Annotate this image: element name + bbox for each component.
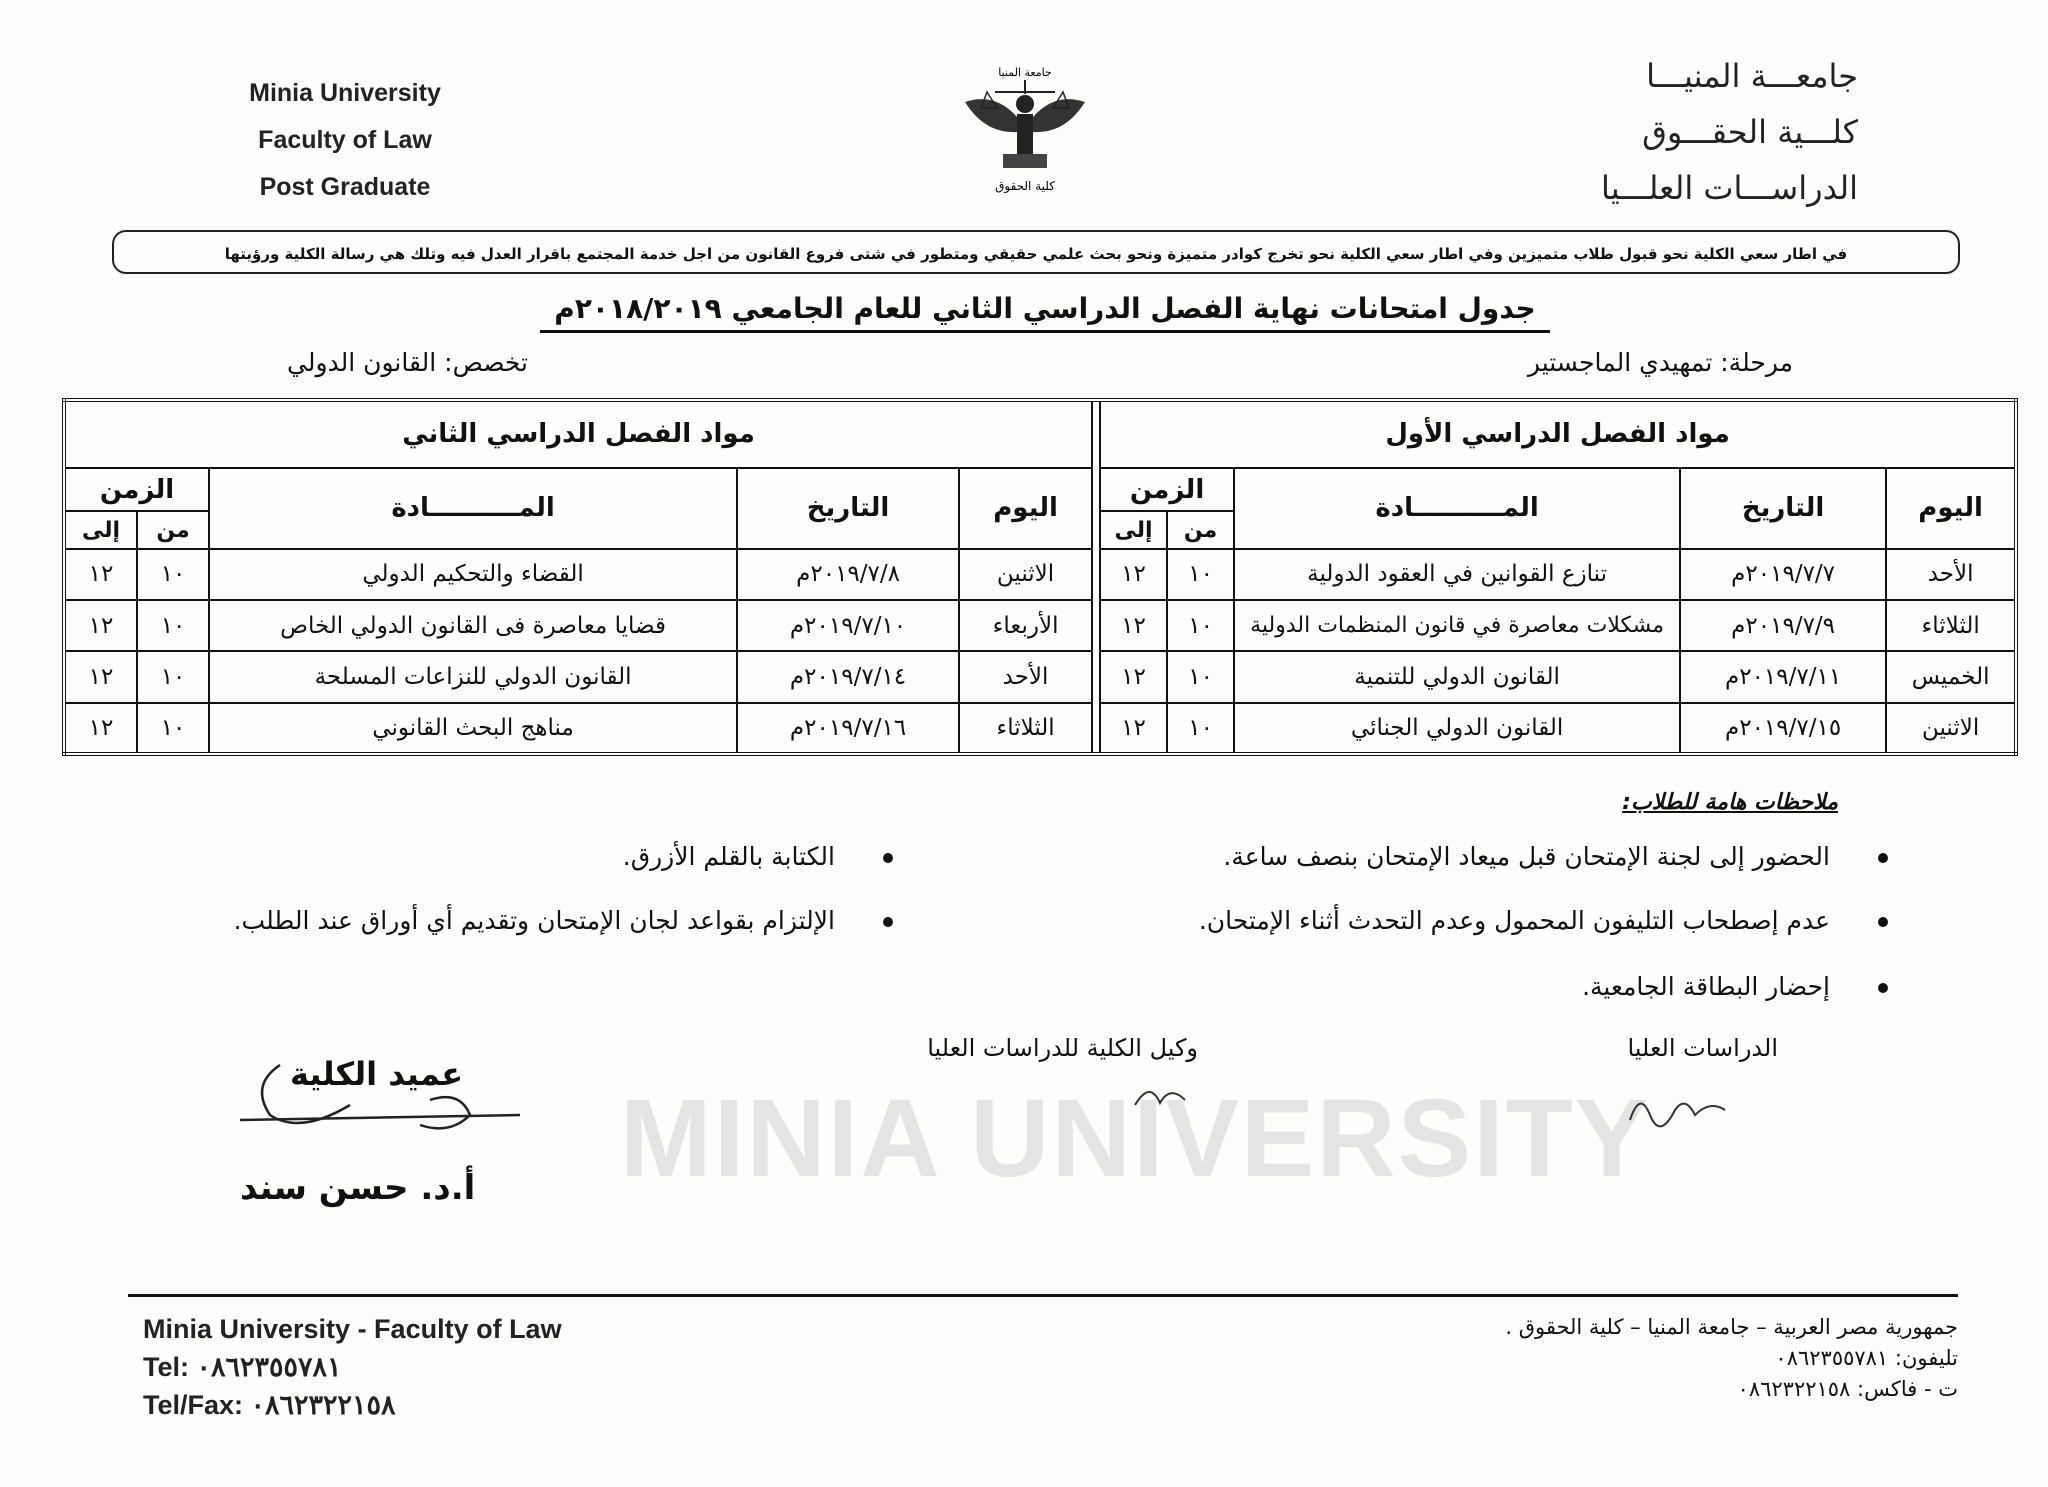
sem1-col-date: التاريخ — [1680, 468, 1886, 549]
note-item — [623, 842, 893, 871]
page-title: جدول امتحانات نهاية الفصل الدراسي الثاني للعام الجامعي ٢٠١٨/٢٠١٩م — [540, 290, 1550, 333]
header-en-university: Minia University — [249, 79, 441, 107]
logo-top-text: جامعة المنيا — [998, 66, 1052, 79]
sem2-from: ١٠ — [137, 600, 209, 651]
sem2-subject: القانون الدولي للنزاعات المسلحة — [209, 651, 737, 702]
note-text: إحضار البطاقة الجامعية. — [1582, 972, 1830, 1001]
stage-label: مرحلة: تمهيدي الماجستير — [1527, 348, 1793, 377]
note-text: الكتابة بالقلم الأزرق. — [622, 842, 835, 871]
dean-title: عميد الكلية — [290, 1055, 464, 1093]
sem2-date: ٢٠١٩/٧/١٤م — [737, 651, 959, 702]
sem2-to: ١٢ — [64, 600, 137, 651]
sem2-day: الأحد — [959, 651, 1092, 702]
header-english — [200, 70, 490, 211]
sem1-date: ٢٠١٩/٧/١١م — [1680, 651, 1886, 702]
footer-arabic — [1505, 1312, 1958, 1405]
exam-schedule-table — [62, 398, 2018, 756]
sem2-col-subject: المــــــــــادة — [209, 468, 737, 549]
sem2-to: ١٢ — [64, 549, 137, 600]
table-row — [64, 703, 2016, 754]
sem2-from: ١٠ — [137, 703, 209, 754]
grad-studies-signature — [1625, 1080, 1735, 1134]
sem1-from: ١٠ — [1167, 600, 1234, 651]
footer-en-line1: Minia University - Faculty of Law — [143, 1314, 562, 1344]
sem1-date: ٢٠١٩/٧/٧م — [1680, 549, 1886, 600]
sem2-day: الاثنين — [959, 549, 1092, 600]
header-ar-dept: الدراســـات العلـــيا — [1601, 169, 1858, 207]
sem1-subject: القانون الدولي الجنائي — [1234, 703, 1680, 754]
sem1-col-time: الزمن — [1100, 468, 1234, 512]
sem1-date: ٢٠١٩/٧/٩م — [1680, 600, 1886, 651]
header-en-faculty: Faculty of Law — [258, 126, 432, 154]
vice-dean-signature — [1130, 1075, 1200, 1119]
sem1-day: الاثنين — [1886, 703, 2016, 754]
footer-ar-line2: تليفون: ٠٨٦٢٣٥٥٧٨١ — [1775, 1346, 1958, 1370]
notes-title: ملاحظات هامة للطلاب: — [1622, 790, 1838, 815]
sem1-from: ١٠ — [1167, 549, 1234, 600]
note-item — [234, 906, 893, 935]
sem2-date: ٢٠١٩/٧/٨م — [737, 549, 959, 600]
sem2-date: ٢٠١٩/٧/١٠م — [737, 600, 959, 651]
footer-ar-line3: ت - فاكس: ٠٨٦٢٣٢٢١٥٨ — [1737, 1377, 1958, 1401]
bullet-icon — [1878, 853, 1888, 863]
footer-divider — [128, 1294, 1958, 1297]
faculty-logo — [955, 62, 1095, 197]
sem1-header: مواد الفصل الدراسي الأول — [1100, 400, 2016, 468]
sem2-from: ١٠ — [137, 549, 209, 600]
sem2-day: الأربعاء — [959, 600, 1092, 651]
sem1-day: الخميس — [1886, 651, 2016, 702]
note-item — [1199, 906, 1888, 935]
sem1-to: ١٢ — [1100, 651, 1167, 702]
header-arabic — [1558, 48, 1858, 216]
specialization-label: تخصص: القانون الدولي — [287, 348, 528, 377]
bullet-icon — [1878, 917, 1888, 927]
sem1-col-day: اليوم — [1886, 468, 2016, 549]
sem1-col-subject: المــــــــــادة — [1234, 468, 1680, 549]
note-text: عدم إصطحاب التليفون المحمول وعدم التحدث أثناء الإمتحان. — [1198, 906, 1830, 935]
sem1-to: ١٢ — [1100, 600, 1167, 651]
bullet-icon — [1878, 983, 1888, 993]
footer-en-line3: Tel/Fax: ٠٨٦٢٣٢٢١٥٨ — [143, 1390, 396, 1420]
header-ar-university: جامعـــة المنيـــا — [1646, 57, 1858, 95]
faculty-motto: في اطار سعي الكلية نحو قبول طلاب متميزين وفي اطار سعي الكلية نحو تخرج كوادر متميزة ونحو بحث علمي حقيقي ومتطور في شتى فروع القانون من اجل خدمة المجتمع باقرار العدل فيه وتلك هي رسالة الكلية ورؤيتها — [112, 230, 1960, 274]
vice-dean-label: وكيل الكلية للدراسات العليا — [927, 1034, 1198, 1062]
bullet-icon — [883, 853, 893, 863]
table-row — [64, 651, 2016, 702]
sem2-col-from: من — [137, 511, 209, 548]
bullet-icon — [883, 917, 893, 927]
sem2-col-to: إلى — [64, 511, 137, 548]
logo-bottom-text: كلية الحقوق — [995, 179, 1055, 193]
note-text: الإلتزام بقواعد لجان الإمتحان وتقديم أي أوراق عند الطلب. — [233, 906, 835, 935]
sem1-col-from: من — [1167, 511, 1234, 548]
sem1-to: ١٢ — [1100, 703, 1167, 754]
footer-ar-line1: جمهورية مصر العربية – جامعة المنيا – كلية الحقوق . — [1505, 1315, 1958, 1339]
sem2-from: ١٠ — [137, 651, 209, 702]
table-row — [64, 600, 2016, 651]
sem2-header: مواد الفصل الدراسي الثاني — [64, 400, 1092, 468]
dean-name: أ.د. حسن سند — [240, 1168, 476, 1208]
sem1-day: الثلاثاء — [1886, 600, 2016, 651]
sem2-subject: قضايا معاصرة فى القانون الدولي الخاص — [209, 600, 737, 651]
grad-studies-label: الدراسات العليا — [1627, 1034, 1778, 1062]
header-en-dept: Post Graduate — [259, 173, 431, 201]
sem2-to: ١٢ — [64, 703, 137, 754]
sem1-to: ١٢ — [1100, 549, 1167, 600]
note-text: الحضور إلى لجنة الإمتحان قبل ميعاد الإمتحان بنصف ساعة. — [1223, 842, 1830, 871]
sem2-col-date: التاريخ — [737, 468, 959, 549]
note-item — [1582, 972, 1888, 1001]
sem1-from: ١٠ — [1167, 703, 1234, 754]
header-ar-faculty: كلـــية الحقـــوق — [1642, 113, 1858, 151]
sem2-col-time: الزمن — [64, 468, 209, 512]
note-item — [1223, 842, 1888, 871]
sem2-day: الثلاثاء — [959, 703, 1092, 754]
sem2-to: ١٢ — [64, 651, 137, 702]
table-row — [64, 549, 2016, 600]
sem1-day: الأحد — [1886, 549, 2016, 600]
sem1-date: ٢٠١٩/٧/١٥م — [1680, 703, 1886, 754]
sem1-subject: القانون الدولي للتنمية — [1234, 651, 1680, 702]
sem1-from: ١٠ — [1167, 651, 1234, 702]
sem2-col-day: اليوم — [959, 468, 1092, 549]
footer-en-line2: Tel: ٠٨٦٢٣٥٥٧٨١ — [143, 1352, 342, 1382]
dean-signature — [230, 1045, 530, 1159]
sem1-col-to: إلى — [1100, 511, 1167, 548]
sem1-subject: تنازع القوانين في العقود الدولية — [1234, 549, 1680, 600]
sem1-subject: مشكلات معاصرة في قانون المنظمات الدولية — [1234, 600, 1680, 651]
sem2-subject: مناهج البحث القانوني — [209, 703, 737, 754]
footer-english — [143, 1310, 562, 1424]
sem2-subject: القضاء والتحكيم الدولي — [209, 549, 737, 600]
watermark-text: MINIA UNIVERSITY — [620, 1077, 1651, 1200]
sem2-date: ٢٠١٩/٧/١٦م — [737, 703, 959, 754]
